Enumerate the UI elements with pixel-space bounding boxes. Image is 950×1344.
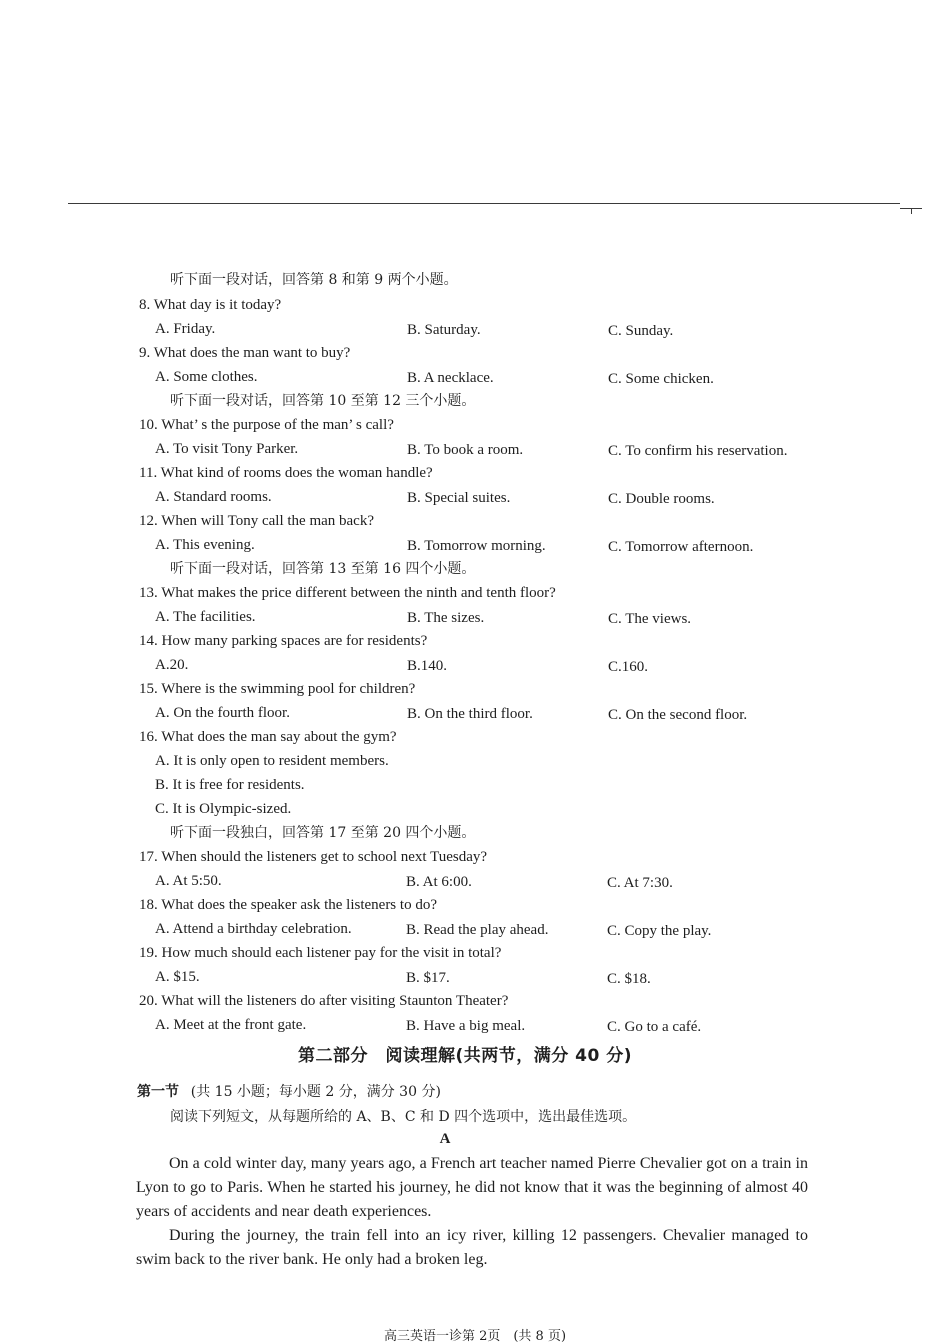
option-11b: B. Special suites. — [407, 490, 511, 506]
option-12a: A. This evening. — [155, 537, 255, 553]
instruction-13-16: 听下面一段对话，回答第 13 至第 16 四个小题。 — [170, 561, 476, 577]
question-16: 16. What does the man say about the gym? — [139, 729, 397, 745]
part2-heading: 第二部分 阅读理解(共两节，满分 40 分) — [298, 1046, 633, 1066]
top-rule-tick — [900, 208, 922, 209]
question-20: 20. What will the listeners do after visiting Staunton Theater? — [139, 993, 509, 1009]
option-19a: A. $15. — [155, 969, 200, 985]
option-19b: B. $17. — [406, 970, 450, 986]
option-13b: B. The sizes. — [407, 610, 485, 626]
option-18b: B. Read the play ahead. — [406, 922, 549, 938]
option-20c: C. Go to a café. — [607, 1019, 702, 1035]
option-12c: C. Tomorrow afternoon. — [608, 539, 754, 555]
question-19: 19. How much should each listener pay for the visit in total? — [139, 945, 502, 961]
option-20b: B. Have a big meal. — [406, 1018, 526, 1034]
passage-paragraph: During the journey, the train fell into an icy river, killing 12 passengers. Chevalier managed to swim back to the river bank. He only had a broken leg. — [136, 1227, 808, 1268]
top-rule — [68, 203, 900, 204]
option-20a: A. Meet at the front gate. — [155, 1017, 307, 1033]
option-16a: A. It is only open to resident members. — [155, 753, 389, 769]
option-17c: C. At 7:30. — [607, 875, 673, 891]
question-18: 18. What does the speaker ask the listeners to do? — [139, 897, 437, 913]
passage-paragraph: On a cold winter day, many years ago, a French art teacher named Pierre Chevalier got on a train in Lyon to go to Paris. When he started his journey, he did not know that it was the beginning of almost 40 years of accidents and near death experiences. — [136, 1155, 808, 1220]
question-15: 15. Where is the swimming pool for children? — [139, 681, 416, 697]
section1-desc: (共 15 小题；每小题 2 分，满分 30 分) — [190, 1084, 441, 1100]
option-8a: A. Friday. — [155, 321, 216, 337]
question-13: 13. What makes the price different between the ninth and tenth floor? — [139, 585, 556, 601]
option-14c: C.160. — [608, 659, 649, 675]
option-11c: C. Double rooms. — [608, 491, 715, 507]
option-10b: B. To book a room. — [407, 442, 524, 458]
option-9b: B. A necklace. — [407, 370, 494, 386]
instruction-10-12: 听下面一段对话，回答第 10 至第 12 三个小题。 — [170, 393, 476, 409]
option-9a: A. Some clothes. — [155, 369, 258, 385]
question-10: 10. What’ s the purpose of the man’ s call? — [139, 417, 394, 433]
option-13a: A. The facilities. — [155, 609, 256, 625]
option-16b: B. It is free for residents. — [155, 777, 305, 793]
question-17: 17. When should the listeners get to school next Tuesday? — [139, 849, 488, 865]
option-10a: A. To visit Tony Parker. — [155, 441, 299, 457]
instruction-17-20: 听下面一段独白，回答第 17 至第 20 四个小题。 — [170, 825, 476, 841]
option-8b: B. Saturday. — [407, 322, 481, 338]
section1-label: 第一节 — [137, 1084, 179, 1100]
section1-instruction: 阅读下列短文，从每题所给的 A、B、C 和 D 四个选项中，选出最佳选项。 — [170, 1109, 637, 1125]
option-10c: C. To confirm his reservation. — [608, 443, 788, 459]
page-footer: 高三英语一诊第 2页 (共 8 页) — [383, 1329, 567, 1344]
question-12: 12. When will Tony call the man back? — [139, 513, 374, 529]
question-14: 14. How many parking spaces are for residents? — [139, 633, 428, 649]
option-17b: B. At 6:00. — [406, 874, 472, 890]
option-12b: B. Tomorrow morning. — [407, 538, 546, 554]
option-14b: B.140. — [407, 658, 448, 674]
question-9: 9. What does the man want to buy? — [139, 345, 351, 361]
option-14a: A.20. — [155, 657, 189, 673]
option-11a: A. Standard rooms. — [155, 489, 272, 505]
option-13c: C. The views. — [608, 611, 692, 627]
option-19c: C. $18. — [607, 971, 651, 987]
option-17a: A. At 5:50. — [155, 873, 222, 889]
question-8: 8. What day is it today? — [139, 297, 282, 313]
option-9c: C. Some chicken. — [608, 371, 714, 387]
option-15b: B. On the third floor. — [407, 706, 533, 722]
option-15c: C. On the second floor. — [608, 707, 748, 723]
question-11: 11. What kind of rooms does the woman handle? — [139, 465, 433, 481]
option-18a: A. Attend a birthday celebration. — [155, 921, 352, 937]
section1-header — [137, 1082, 441, 1102]
instruction-8-9: 听下面一段对话，回答第 8 和第 9 两个小题。 — [170, 272, 458, 288]
passage-label: A — [439, 1131, 451, 1147]
option-15a: A. On the fourth floor. — [155, 705, 290, 721]
option-16c: C. It is Olympic-sized. — [155, 801, 292, 817]
option-8c: C. Sunday. — [608, 323, 674, 339]
option-18c: C. Copy the play. — [607, 923, 712, 939]
